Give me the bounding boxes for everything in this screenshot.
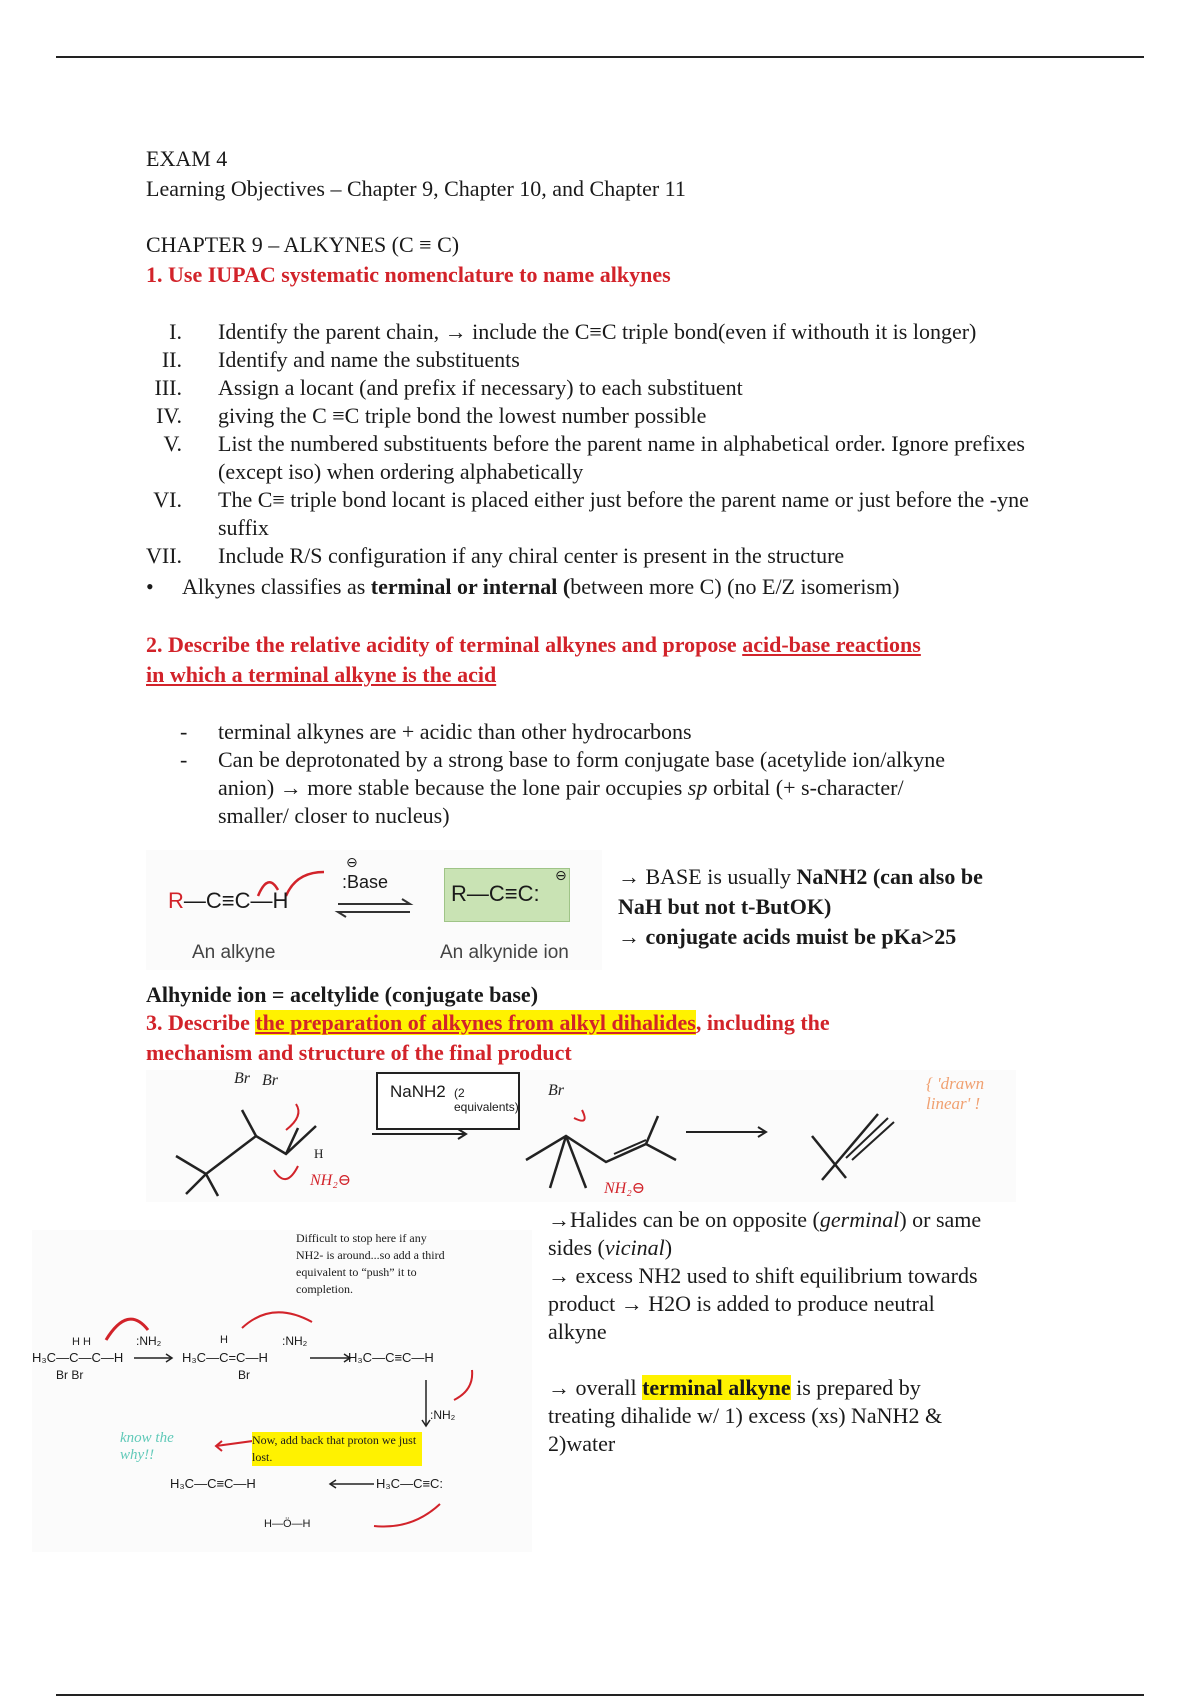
list-item: VII. Include R/S configuration if any chiral center is present in the structure bbox=[146, 543, 845, 568]
add-proton-note: Now, add back that proton we just lost. bbox=[252, 1432, 422, 1466]
list-item: IV. giving the C ≡C triple bond the lowest number possible bbox=[156, 403, 707, 428]
amide-label: NH₂⊖ bbox=[310, 1172, 352, 1189]
reagent-box: NaNH2 (2 equivalents) bbox=[376, 1072, 520, 1130]
water-formula: H—Ö—H bbox=[264, 1518, 311, 1530]
list-item: V. List the numbered substituents before the parent name in alphabetical order. Ignore prefixes (except iso) when ordering alphabetically bbox=[163, 431, 1025, 484]
base-label: :Base bbox=[342, 872, 389, 892]
list-item: II. Identify and name the substituents bbox=[161, 347, 520, 372]
final-alkyne-formula: H₃C—C≡C—H bbox=[170, 1476, 256, 1491]
amide-label: :NH₂ bbox=[136, 1334, 162, 1348]
acidity-point-2: - Can be deprotonated by a strong base to form conjugate base (acetylide ion/alkyne anion) → more stable because the lone pair occupies sp orbital (+ s-character/ smaller/ closer to nucleus) bbox=[180, 747, 945, 828]
objective-3-title: 3. Describe the preparation of alkynes from alkyl dihalides, including the bbox=[146, 1010, 830, 1035]
top-rule bbox=[56, 56, 1144, 58]
bromine-label: Br bbox=[234, 1070, 250, 1087]
objective-2-title-line2: in which a terminal alkyne is the acid bbox=[146, 662, 497, 687]
alkyne-classification-bullet: • Alkynes classifies as terminal or internal (between more C) (no E/Z isomerism) bbox=[146, 574, 900, 599]
know-why-note: know the why!! bbox=[120, 1430, 174, 1463]
base-notes: → BASE is usually NaNH2 (can also be NaH but not t-ButOK) → conjugate acids muist be pKa>25 bbox=[618, 864, 983, 949]
exam-title: EXAM 4 bbox=[146, 146, 228, 171]
alkynide-definition: Alhynide ion = aceltylide (conjugate base) bbox=[146, 982, 539, 1007]
alkyne-formula: R—C≡C—H bbox=[168, 888, 289, 913]
halide-notes: →Halides can be on opposite (germinal) or same sides (vicinal) → excess NH2 used to shift equilibrium towards product → H2O is added to produce neutral alkyne → overall terminal alkyne is prepared by treating dihalide w/ 1) excess (xs) NaNH2 & 2)water bbox=[548, 1207, 982, 1456]
bromine-label: Br bbox=[262, 1072, 278, 1089]
vinyl-h-label: H bbox=[220, 1334, 228, 1346]
dihalide-formula: H₃C—C—C—H bbox=[32, 1350, 124, 1365]
label-alkynide: An alkynide ion bbox=[440, 942, 569, 963]
objective-3-title-line2: mechanism and structure of the final product bbox=[146, 1040, 572, 1065]
list-item: VI. The C≡ triple bond locant is placed either just before the parent name or just before the -yne suffix bbox=[153, 487, 1029, 540]
mechanism-arrows bbox=[32, 1230, 532, 1552]
hydrogen-label: H bbox=[314, 1146, 324, 1161]
elimination-mechanism-diagram bbox=[146, 1070, 1016, 1202]
objective-2-title: 2. Describe the relative acidity of terminal alkynes and propose acid-base reactions bbox=[146, 632, 921, 657]
objectives-heading: Learning Objectives – Chapter 9, Chapter 10, and Chapter 11 bbox=[146, 176, 686, 201]
start-h-label: H H bbox=[72, 1336, 91, 1348]
drawn-linear-note: { 'drawn linear' ! bbox=[926, 1074, 985, 1113]
dehydrohalogenation-mechanism bbox=[32, 1230, 532, 1552]
third-equivalent-note: Difficult to stop here if any NH2- is around...so add a third equivalent to “push” it to completion. bbox=[296, 1231, 445, 1296]
amide-label: :NH₂ bbox=[430, 1408, 456, 1422]
nomenclature-steps bbox=[146, 318, 1076, 570]
acidity-point-1: - terminal alkynes are + acidic than other hydrocarbons bbox=[180, 719, 692, 744]
list-item: III. Assign a locant (and prefix if necessary) to each substituent bbox=[154, 375, 743, 400]
deprotonation-diagram bbox=[146, 850, 602, 970]
objective-1-title: 1. Use IUPAC systematic nomenclature to name alkynes bbox=[146, 262, 671, 287]
base-charge: ⊖ bbox=[346, 854, 358, 870]
vinyl-br-label: Br bbox=[238, 1368, 250, 1382]
bromine-label: Br bbox=[548, 1082, 564, 1099]
vinyl-halide-formula: H₃C—C=C—H bbox=[182, 1350, 268, 1365]
label-alkyne: An alkyne bbox=[192, 942, 276, 963]
alkynide-box: R—C≡C: ⊖ bbox=[444, 868, 570, 922]
amide-label: NH₂⊖ bbox=[604, 1180, 646, 1197]
terminal-alkyne-formula: H₃C—C≡C—H bbox=[348, 1350, 434, 1365]
dihalide-br-label: Br Br bbox=[56, 1368, 84, 1382]
acetylide-formula: H₃C—C≡C: bbox=[376, 1476, 444, 1491]
bottom-rule bbox=[56, 1694, 1144, 1696]
list-item: I. Identify the parent chain, → include the C≡C triple bond(even if withouth it is longer) bbox=[169, 319, 977, 344]
chapter-heading: CHAPTER 9 – ALKYNES (C ≡ C) bbox=[146, 232, 460, 257]
amide-label: :NH₂ bbox=[282, 1334, 308, 1348]
